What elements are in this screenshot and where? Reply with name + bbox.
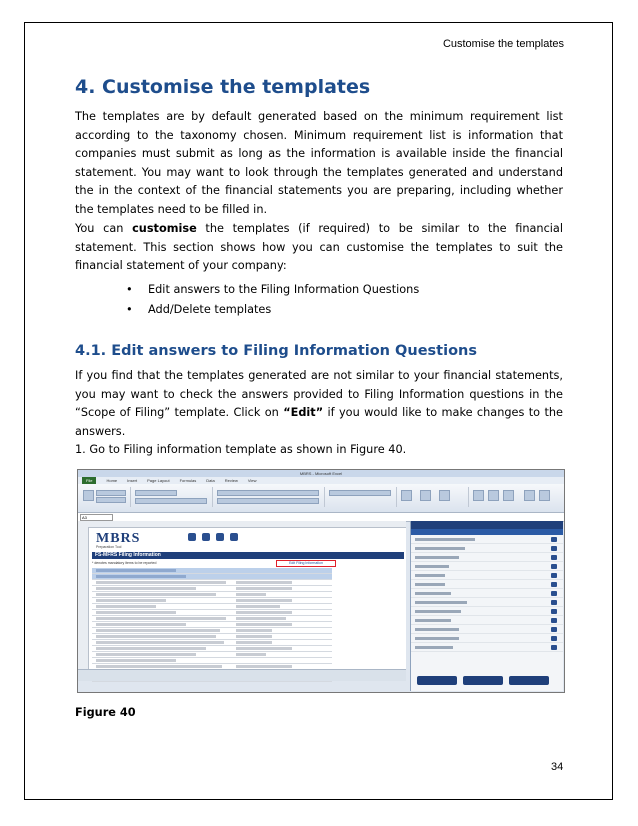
ribbon-group-clipboard	[80, 487, 131, 507]
paragraph-2-bold: customise	[132, 222, 197, 235]
ribbon-group-styles	[398, 487, 469, 507]
paragraph-2-text-before: You can	[75, 222, 133, 235]
cut-icon[interactable]	[96, 490, 126, 496]
pane-action[interactable]	[411, 571, 563, 580]
pane-header	[411, 521, 563, 529]
toolbar-icons	[188, 533, 238, 541]
pane-action[interactable]	[411, 616, 563, 625]
font-format-icons[interactable]	[135, 498, 207, 504]
ribbon-tab[interactable]: Insert	[127, 478, 138, 483]
pane-action[interactable]	[411, 580, 563, 589]
find-select-icon[interactable]	[539, 490, 550, 501]
ribbon	[78, 484, 564, 513]
pane-action[interactable]	[411, 553, 563, 562]
paste-icon[interactable]	[83, 490, 94, 501]
ribbon-tab[interactable]: View	[247, 478, 257, 483]
name-box[interactable]: A3	[80, 514, 113, 521]
ribbon-tab-file[interactable]: File	[82, 477, 96, 484]
mbrs-logo-subtitle: Preparation Tool	[96, 545, 122, 549]
ribbon-tabs	[78, 477, 564, 484]
edit-filing-information-link[interactable]: Edit Filing Information	[276, 560, 336, 567]
page-number: 34	[551, 761, 564, 773]
bullet-list	[126, 280, 419, 320]
sort-filter-icon[interactable]	[524, 490, 535, 501]
sheet-tabs[interactable]	[78, 669, 406, 681]
section-paragraph-2	[75, 220, 563, 276]
action-icon	[551, 573, 557, 578]
pane-action[interactable]	[411, 607, 563, 616]
pane-action[interactable]	[411, 589, 563, 598]
format-icon[interactable]	[503, 490, 514, 501]
pane-action[interactable]	[411, 625, 563, 634]
action-icon	[551, 564, 557, 569]
action-icon	[551, 600, 557, 605]
column-headers	[78, 521, 406, 528]
pane-action[interactable]	[411, 643, 563, 652]
conditional-format-icon[interactable]	[401, 490, 412, 501]
action-icon	[551, 546, 557, 551]
home-icon[interactable]	[202, 533, 210, 541]
subsection-bold: “Edit”	[283, 406, 324, 420]
ribbon-group-cells-editing	[470, 487, 560, 507]
insert-icon[interactable]	[473, 490, 484, 501]
action-icon	[551, 627, 557, 632]
action-icon	[551, 555, 557, 560]
ribbon-tab[interactable]: Page Layout	[147, 478, 170, 483]
help-icon[interactable]	[230, 533, 238, 541]
step-1: 1. Go to Filing information template as shown in Figure 40.	[75, 443, 407, 456]
section-paragraph-1: The templates are by default generated based on the minimum requirement list according to the taxonomy chosen. Minimum requirement list is information that companies must submit as long as the information is available inside the financial statement. You may want to look through the templates generated and understand the in the context of the financial statements you are preparing, including whether the templates need to be filled in.	[75, 110, 563, 216]
cell-styles-icon[interactable]	[439, 490, 450, 501]
paragraph-2-text-after: the templates (if required) to be similar to the financial statement. This section shows how you can customise the templates to suit the financial statement of your company:	[75, 222, 563, 273]
action-icon	[551, 618, 557, 623]
copy-icon[interactable]	[96, 497, 126, 503]
section-title: 4. Customise the templates	[75, 76, 371, 98]
pane-action[interactable]	[411, 535, 563, 544]
action-icon	[551, 537, 557, 542]
pane-buttons	[417, 676, 549, 685]
format-table-icon[interactable]	[420, 490, 431, 501]
action-icon	[551, 591, 557, 596]
delete-icon[interactable]	[488, 490, 499, 501]
form-title-bar: FS-MFRS Filing Information	[92, 552, 404, 559]
running-header: Customise the templates	[442, 38, 564, 50]
mbrs-header	[92, 531, 342, 551]
bullet-item: • Edit answers to the Filing Information Questions	[126, 280, 419, 300]
row-headers	[78, 527, 89, 681]
alignment-icons[interactable]	[217, 490, 319, 496]
pane-button[interactable]	[463, 676, 503, 685]
mandatory-note: * denotes mandatory items to be reported	[92, 561, 157, 565]
document-actions-pane	[410, 521, 563, 691]
document-info-icon[interactable]	[188, 533, 196, 541]
figure-caption: Figure 40	[75, 706, 136, 719]
pane-action[interactable]	[411, 562, 563, 571]
ribbon-group-number	[326, 487, 397, 507]
pane-action[interactable]	[411, 598, 563, 607]
figure-screenshot	[77, 469, 565, 693]
filing-information-table	[92, 568, 332, 682]
tools-icon[interactable]	[216, 533, 224, 541]
bullet-item: • Add/Delete templates	[126, 300, 419, 320]
pane-button[interactable]	[509, 676, 549, 685]
spreadsheet-grid	[78, 521, 406, 681]
subsection-text-before: If you find that the templates generated are not similar to your financial statements, you may want to check the answers provided to Filing Information questions in the “Scope of Filing” template. Click on	[75, 369, 563, 420]
number-format-select[interactable]	[329, 490, 391, 496]
subsection-title: 4.1. Edit answers to Filing Information Questions	[75, 343, 477, 359]
pane-action[interactable]	[411, 634, 563, 643]
font-select[interactable]	[135, 490, 177, 496]
subsection-text-after: if you would like to make changes to the answers.	[75, 406, 563, 438]
ribbon-tab[interactable]: Review	[224, 478, 238, 483]
ribbon-tab[interactable]: Data	[206, 478, 215, 483]
mbrs-logo: MBRS	[96, 531, 141, 546]
pane-action[interactable]	[411, 544, 563, 553]
ribbon-tab[interactable]: Formulas	[179, 478, 197, 483]
merge-icons[interactable]	[217, 498, 319, 504]
action-icon	[551, 582, 557, 587]
pane-button[interactable]	[417, 676, 457, 685]
ribbon-group-alignment	[214, 487, 325, 507]
window-title: MBRS - Microsoft Excel	[78, 470, 564, 477]
action-icon	[551, 609, 557, 614]
ribbon-tab[interactable]: Home	[106, 478, 118, 483]
action-icon	[551, 636, 557, 641]
action-icon	[551, 645, 557, 650]
ribbon-group-font	[132, 487, 213, 507]
subsection-paragraph	[75, 367, 563, 441]
